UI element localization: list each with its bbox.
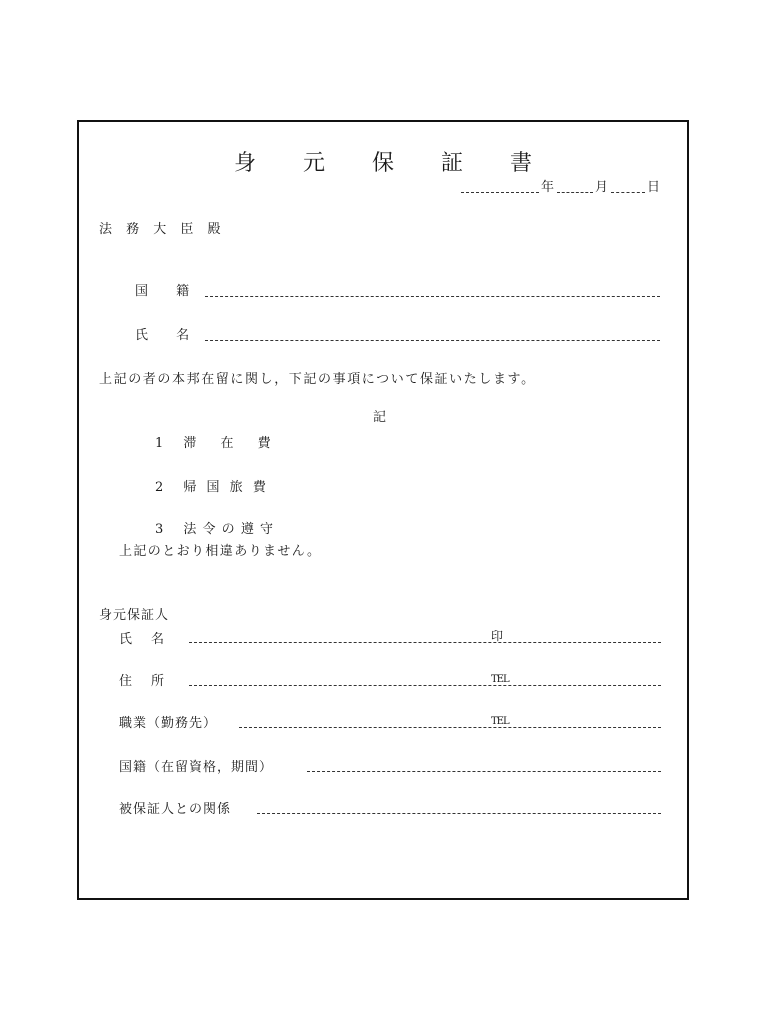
closing-statement: 上記のとおり相違ありません。 (119, 544, 322, 559)
item-3 (155, 518, 274, 537)
guarantor-heading: 身元保証人 (99, 608, 170, 623)
seal-mark: 印 (491, 629, 504, 643)
item-number: 2 (155, 480, 164, 495)
guarantor-nationality-field[interactable] (307, 771, 661, 772)
subject-name-field[interactable] (205, 340, 660, 341)
guarantor-occupation-label: 職業（勤務先） (119, 716, 218, 731)
guarantor-nationality-label: 国籍（在留資格，期間） (119, 760, 274, 775)
year-line[interactable] (461, 192, 539, 193)
document-title: 身 元 保 証 書 (234, 151, 552, 176)
guarantor-name-label: 氏 名 (119, 632, 168, 647)
day-line[interactable] (611, 192, 645, 193)
document-sheet (77, 120, 689, 900)
guarantor-relation-field[interactable] (257, 813, 661, 814)
guarantor-address-label: 住 所 (119, 674, 168, 689)
date-row (461, 176, 661, 194)
tel-label-occupation: TEL (491, 716, 509, 727)
item-number: 1 (155, 436, 164, 451)
item-text: 滞 在 費 (183, 436, 281, 451)
item-text: 法 令 の 遵 守 (183, 522, 274, 537)
statement: 上記の者の本邦在留に関し，下記の事項について保証いたします。 (99, 372, 536, 387)
addressee: 法 務 大 臣 殿 (99, 222, 226, 237)
item-number: 3 (155, 522, 164, 537)
guarantor-address-field[interactable] (189, 685, 661, 686)
item-2 (155, 476, 269, 495)
guarantor-occupation-field[interactable] (239, 727, 661, 728)
subject-nationality-field[interactable] (205, 296, 660, 297)
tel-label-address: TEL (491, 674, 509, 685)
item-text: 帰 国 旅 費 (183, 480, 269, 495)
subject-name-label: 氏 名 (135, 328, 202, 343)
day-label: 日 (647, 180, 661, 195)
guarantor-name-field[interactable] (189, 642, 661, 643)
guarantor-relation-label: 被保証人との関係 (119, 802, 232, 817)
item-1 (155, 432, 281, 451)
ki-heading: 記 (373, 410, 387, 425)
year-label: 年 (541, 180, 555, 195)
subject-nationality-label: 国 籍 (135, 284, 202, 299)
month-label: 月 (595, 180, 609, 195)
month-line[interactable] (557, 192, 593, 193)
